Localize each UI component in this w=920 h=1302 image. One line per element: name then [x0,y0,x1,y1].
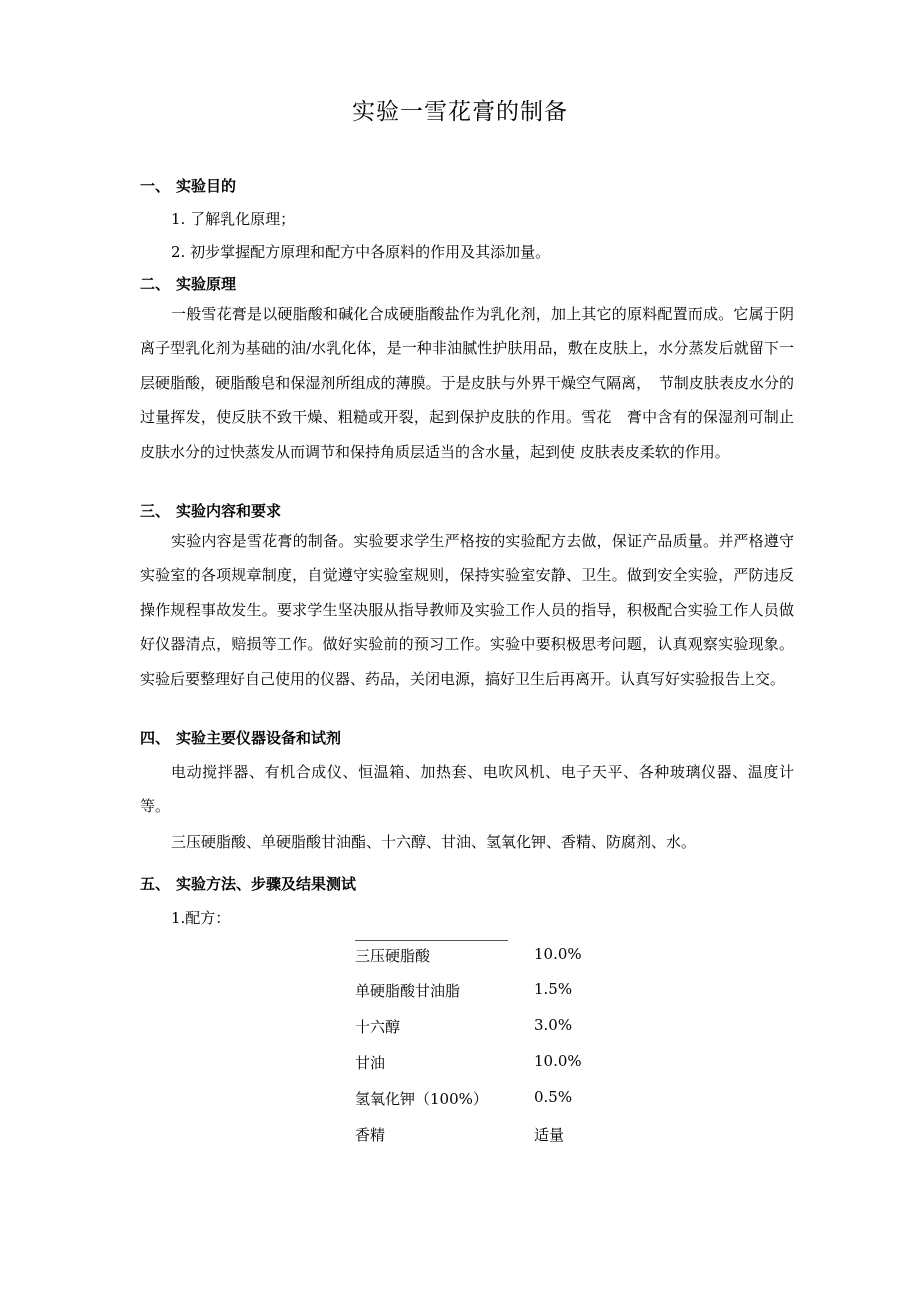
ingredient-name: 十六醇 [355,1018,401,1036]
section-4-paragraph: 电动搅拌器、有机合成仪、恒温箱、加热套、电吹风机、电子天平、各种玻璃仪器、温度计等。 [140,763,794,816]
ingredient-name: 氢氧化钾（100%） [355,1090,488,1108]
list-item: 2. 初步掌握配方原理和配方中各原料的作用及其添加量。 [171,243,551,261]
section-title: 实验原理 [176,275,237,293]
ingredient-amount: 0.5% [534,1088,573,1106]
section-number: 四、 [140,729,171,747]
section-3-heading [140,500,281,521]
section-title: 实验主要仪器设备和试剂 [176,729,342,747]
ingredient-amount: 10.0% [534,945,582,963]
section-2-heading [140,273,236,294]
page-title: 实验一雪花膏的制备 [352,99,568,125]
section-number: 五、 [140,875,171,893]
ingredient-name: 甘油 [355,1054,386,1072]
list-item: 1. 了解乳化原理； [171,210,296,228]
section-title: 实验方法、步骤及结果测试 [176,875,357,893]
ingredient-amount: 适量 [534,1126,565,1144]
section-4-heading [140,727,341,748]
ingredient-amount: 1.5% [534,980,573,998]
section-4-reagents: 三压硬脂酸、单硬脂酸甘油酯、十六醇、甘油、氢氧化钾、香精、防腐剂、水。 [171,833,697,851]
section-3-paragraph: 实验内容是雪花膏的制备。实验要求学生严格按的实验配方去做，保证产品质量。并严格遵守实验室的各项规章制度，自觉遵守实验室规则，保持实验室安静、卫生。做到安全实验，严防违反操作规程事故发生。要求学生坚决服从指导教师及实验工作人员的指导，积极配合实验工作人员做好仪器清点，赔损等工作。做好实验前的预习工作。实验中要积极思考问题，认真观察实验现象。实验后要整理好自己使用的仪器、药品，关闭电源，搞好卫生后再离开。认真写好实验报告上交。 [140,532,794,688]
ingredient-name: 三压硬脂酸 [355,947,431,965]
section-5-heading [140,873,356,894]
section-number: 三、 [140,502,171,520]
section-1-heading [140,175,236,196]
section-number: 二、 [140,275,171,293]
ingredient-name: 单硬脂酸甘油脂 [355,982,461,1000]
ingredient-amount: 10.0% [534,1052,582,1070]
section-2-paragraph: 一般雪花膏是以硬脂酸和碱化合成硬脂酸盐作为乳化剂，加上其它的原料配置而成。它属于阴离子型乳化剂为基础的油/水乳化体，是一种非油腻性护肤用品，敷在皮肤上，水分蒸发后就留下一层硬脂酸，硬脂酸皂和保湿剂所组成的薄膜。于是皮肤与外界干燥空气隔离， 节制皮肤表皮水分的过量挥发，使反肤不致干燥、粗糙或开裂，起到保护皮肤的作用。雪花 膏中含有的保湿剂可制止皮肤水分的过快蒸发从而调节和保持角质层适当的含水量，起到使 皮肤表皮柔软的作用。 [140,305,794,461]
table-top-rule [355,940,508,941]
section-title: 实验内容和要求 [176,502,282,520]
ingredient-amount: 3.0% [534,1016,573,1034]
formula-subheading: 1.配方： [171,909,231,927]
section-title: 实验目的 [176,177,237,195]
ingredient-name: 香精 [355,1126,386,1144]
section-number: 一、 [140,177,171,195]
